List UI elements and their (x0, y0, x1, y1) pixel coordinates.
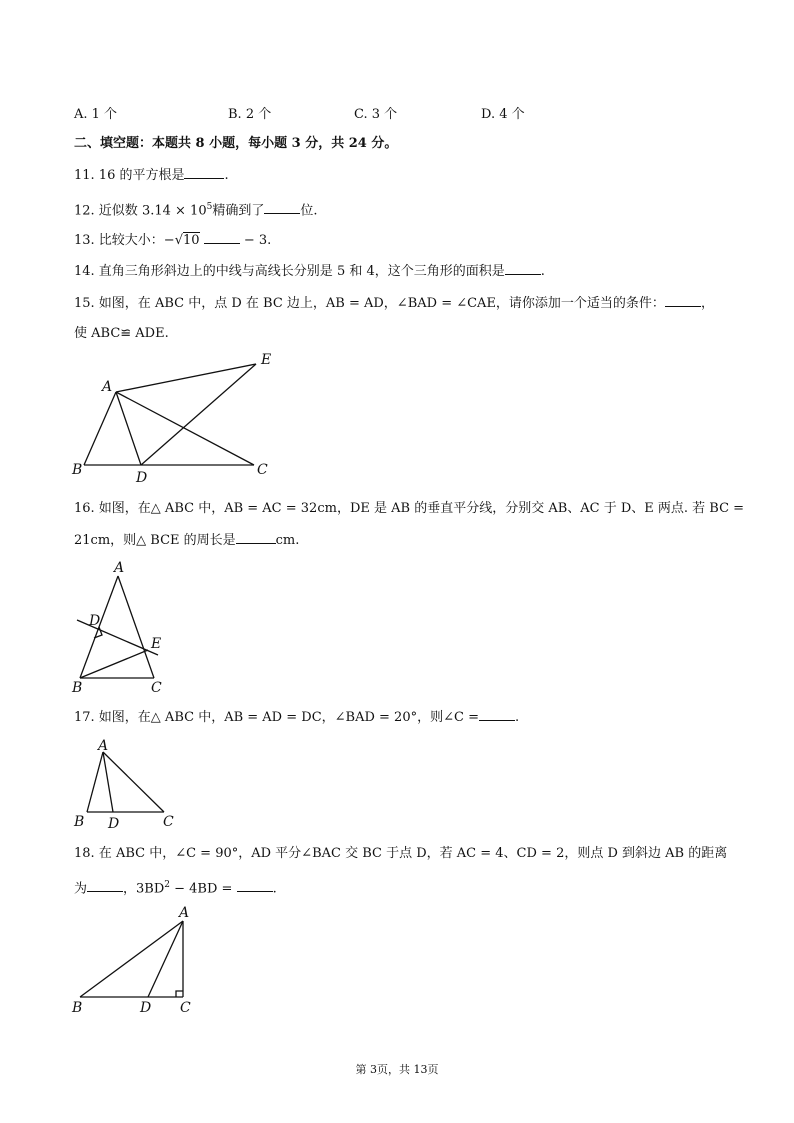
q15-line1: 15. 如图，在 ABC 中，点 D 在 BC 边上，AB = AD，∠BAD = ∠CAE，请你添加一个适当的条件： (74, 296, 665, 311)
label-c: C (151, 680, 162, 696)
q12-mid: 精确到了 (212, 203, 265, 219)
q18-line1: 18. 在 ABC 中，∠C = 90°，AD 平分∠BAC 交 BC 于点 D，若 AC = 4、CD = 2，则点 D 到斜边 AB 的距离 (74, 846, 728, 861)
q17-end: . (514, 710, 520, 725)
q12-pre: 12. 近似数 3.14 × 10 (74, 203, 207, 219)
q16-line1: 16. 如图，在△ ABC 中，AB = AC = 32cm，DE 是 AB 的垂直平分线，分别交 AB、AC 于 D、E 两点. 若 BC = (74, 501, 745, 516)
label-d: D (89, 613, 101, 629)
label-a: A (98, 738, 109, 754)
label-c: C (180, 1000, 191, 1016)
sqrt-sign: √ (174, 233, 183, 248)
section-header: 二、填空题：本题共 8 小题，每小题 3 分，共 24 分。 (74, 136, 398, 151)
label-d: D (140, 1000, 152, 1016)
q15-line1-end: ， (700, 296, 714, 311)
label-d: D (136, 470, 148, 486)
label-d: D (108, 816, 120, 832)
label-c: C (257, 462, 268, 478)
q18-line2-mid: ，3BD (123, 881, 165, 897)
label-e: E (151, 636, 162, 652)
q16-line2-end: cm. (275, 533, 300, 548)
q13-radicand: 10 (183, 233, 200, 248)
q18-exponent: 2 (164, 880, 170, 890)
label-b: B (72, 680, 83, 696)
q15-line2: 使 ABC≌ ADE. (74, 326, 169, 341)
label-e: E (261, 352, 272, 368)
q11-text: 11. 16 的平方根是 (74, 168, 185, 183)
label-a: A (179, 905, 190, 921)
q18-line2-pre: 为 (74, 881, 88, 897)
right-angle-mark (176, 991, 183, 997)
option-b: B. 2 个 (228, 107, 272, 122)
label-a: A (102, 379, 113, 395)
label-b: B (74, 814, 85, 830)
option-a: A. 1 个 (74, 107, 118, 122)
q18-line2-end: . (272, 881, 277, 897)
q13-end: − 3. (243, 233, 272, 248)
q17-text: 17. 如图，在△ ABC 中，AB = AD = DC，∠BAD = 20°，则∠C = (74, 710, 479, 725)
q18-line2-post: − 4BD = (170, 881, 233, 897)
page-footer: 第 3页，共 13页 (355, 1063, 439, 1076)
label-a: A (114, 560, 125, 576)
q14-end: . (540, 264, 545, 279)
option-d: D. 4 个 (481, 107, 525, 122)
q16-line2: 21cm，则△ BCE 的周长是 (74, 533, 236, 548)
q12-exponent: 5 (206, 202, 213, 212)
q14-text: 14. 直角三角形斜边上的中线与高线长分别是 5 和 4，这个三角形的面积是 (74, 264, 505, 279)
q13-pre: 13. 比较大小：− (74, 233, 175, 248)
q11-end: . (224, 168, 229, 183)
option-c: C. 3 个 (354, 107, 398, 122)
segment-ab (80, 921, 183, 997)
segment-ad (148, 921, 183, 997)
label-b: B (72, 1000, 83, 1016)
label-b: B (72, 462, 83, 478)
q12-end: 位. (300, 203, 318, 219)
label-c: C (163, 814, 174, 830)
